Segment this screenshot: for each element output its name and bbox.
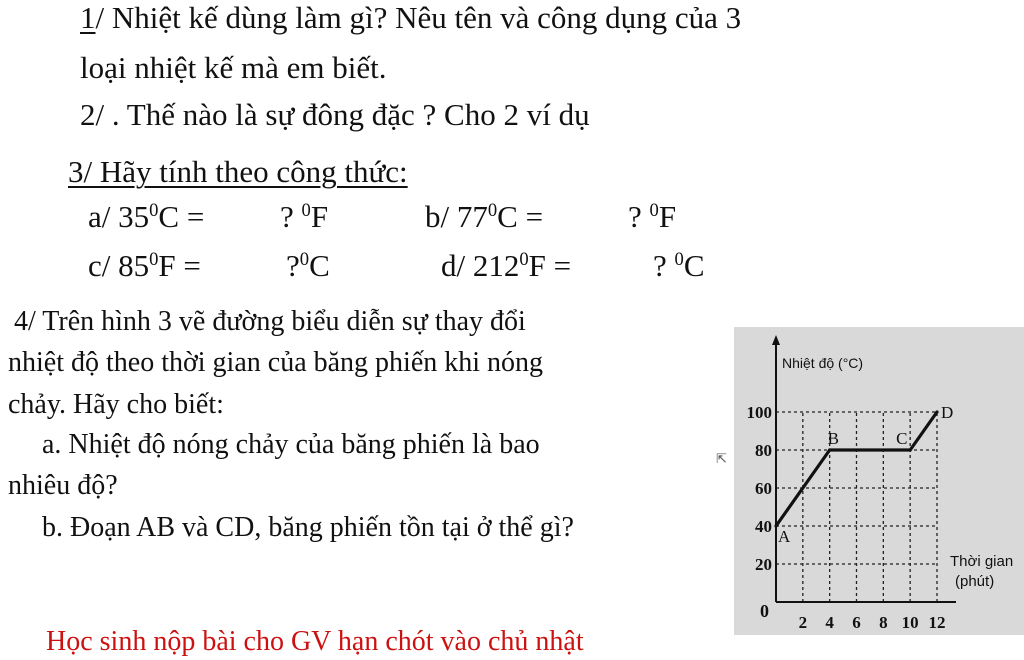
chart-series (774, 403, 953, 546)
formula-b-answer: ? $^0$F (628, 199, 677, 234)
question-4a-line-1: a. Nhiệt độ nóng chảy của băng phiến là bao (42, 429, 540, 460)
point-label-C: C (896, 429, 908, 448)
point-label-D: D (941, 403, 954, 422)
question-1-text: / Nhiệt kế dùng làm gì? Nêu tên và công dụng của 3 (95, 0, 742, 35)
y-axis-label: Nhiệt độ (°C) (782, 355, 864, 371)
y-axis-arrow-icon (772, 335, 780, 345)
x-tick-label-8: 8 (879, 613, 888, 632)
question-1-number: 1 (80, 0, 96, 35)
point-label-A: A (778, 527, 791, 546)
mouse-cursor-icon: ⇱ (716, 452, 727, 467)
y-tick-label-80: 80 (755, 441, 772, 460)
formula-c: c/ $85^0F$ = (88, 248, 201, 283)
x-tick-label-4: 4 (825, 613, 834, 632)
formula-d: d/ $212^0F$ = (441, 248, 572, 283)
x-axis-label-line-1: Thời gian (950, 553, 1014, 570)
formula-a-answer: ? $^0$F (280, 199, 329, 234)
formula-b: b/ $77^0C$ = (425, 199, 544, 234)
chart-grid (776, 412, 937, 602)
question-4a-line-2: nhiêu độ? (8, 470, 118, 501)
x-tick-label-10: 10 (901, 613, 919, 632)
question-3-title: 3/ Hãy tính theo công thức: (68, 154, 408, 189)
data-point-C (909, 448, 912, 451)
deadline-note: Học sinh nộp bài cho GV hạn chót vào chủ nhật (46, 626, 584, 657)
y-tick-label-40: 40 (755, 517, 772, 536)
x-tick-label-12: 12 (928, 613, 946, 632)
y-tick-label-100: 100 (746, 403, 772, 422)
origin-label: 0 (760, 601, 769, 621)
question-4-line-2: nhiệt độ theo thời gian của băng phiến khi nóng (8, 347, 544, 378)
x-tick-label-6: 6 (852, 613, 861, 632)
point-label-B: B (827, 429, 840, 448)
chart-svg (734, 327, 1024, 635)
x-axis-label-line-2: (phút) (955, 573, 995, 590)
formula-a: a/ $35^0C$ = (88, 199, 205, 234)
y-tick-label-20: 20 (755, 555, 772, 574)
question-1-line-2: loại nhiệt kế mà em biết. (80, 50, 387, 85)
question-4-line-3: chảy. Hãy cho biết: (8, 389, 224, 420)
data-point-D (935, 410, 938, 413)
question-4-line-1: 4/ Trên hình 3 vẽ đường biểu diễn sự thay đổi (14, 306, 526, 337)
formula-c-answer: ?$^0$C (286, 248, 330, 283)
question-1-line-1 (80, 0, 741, 36)
question-4b: b. Đoạn AB và CD, băng phiến tồn tại ở thể gì? (42, 512, 574, 543)
data-point-B (828, 448, 831, 451)
temperature-time-chart (734, 327, 1024, 635)
question-2: 2/ . Thế nào là sự đông đặc ? Cho 2 ví dụ (80, 97, 590, 132)
x-tick-label-2: 2 (798, 613, 808, 632)
formula-d-answer: ? $^0$C (653, 248, 705, 283)
y-tick-label-60: 60 (755, 479, 772, 498)
